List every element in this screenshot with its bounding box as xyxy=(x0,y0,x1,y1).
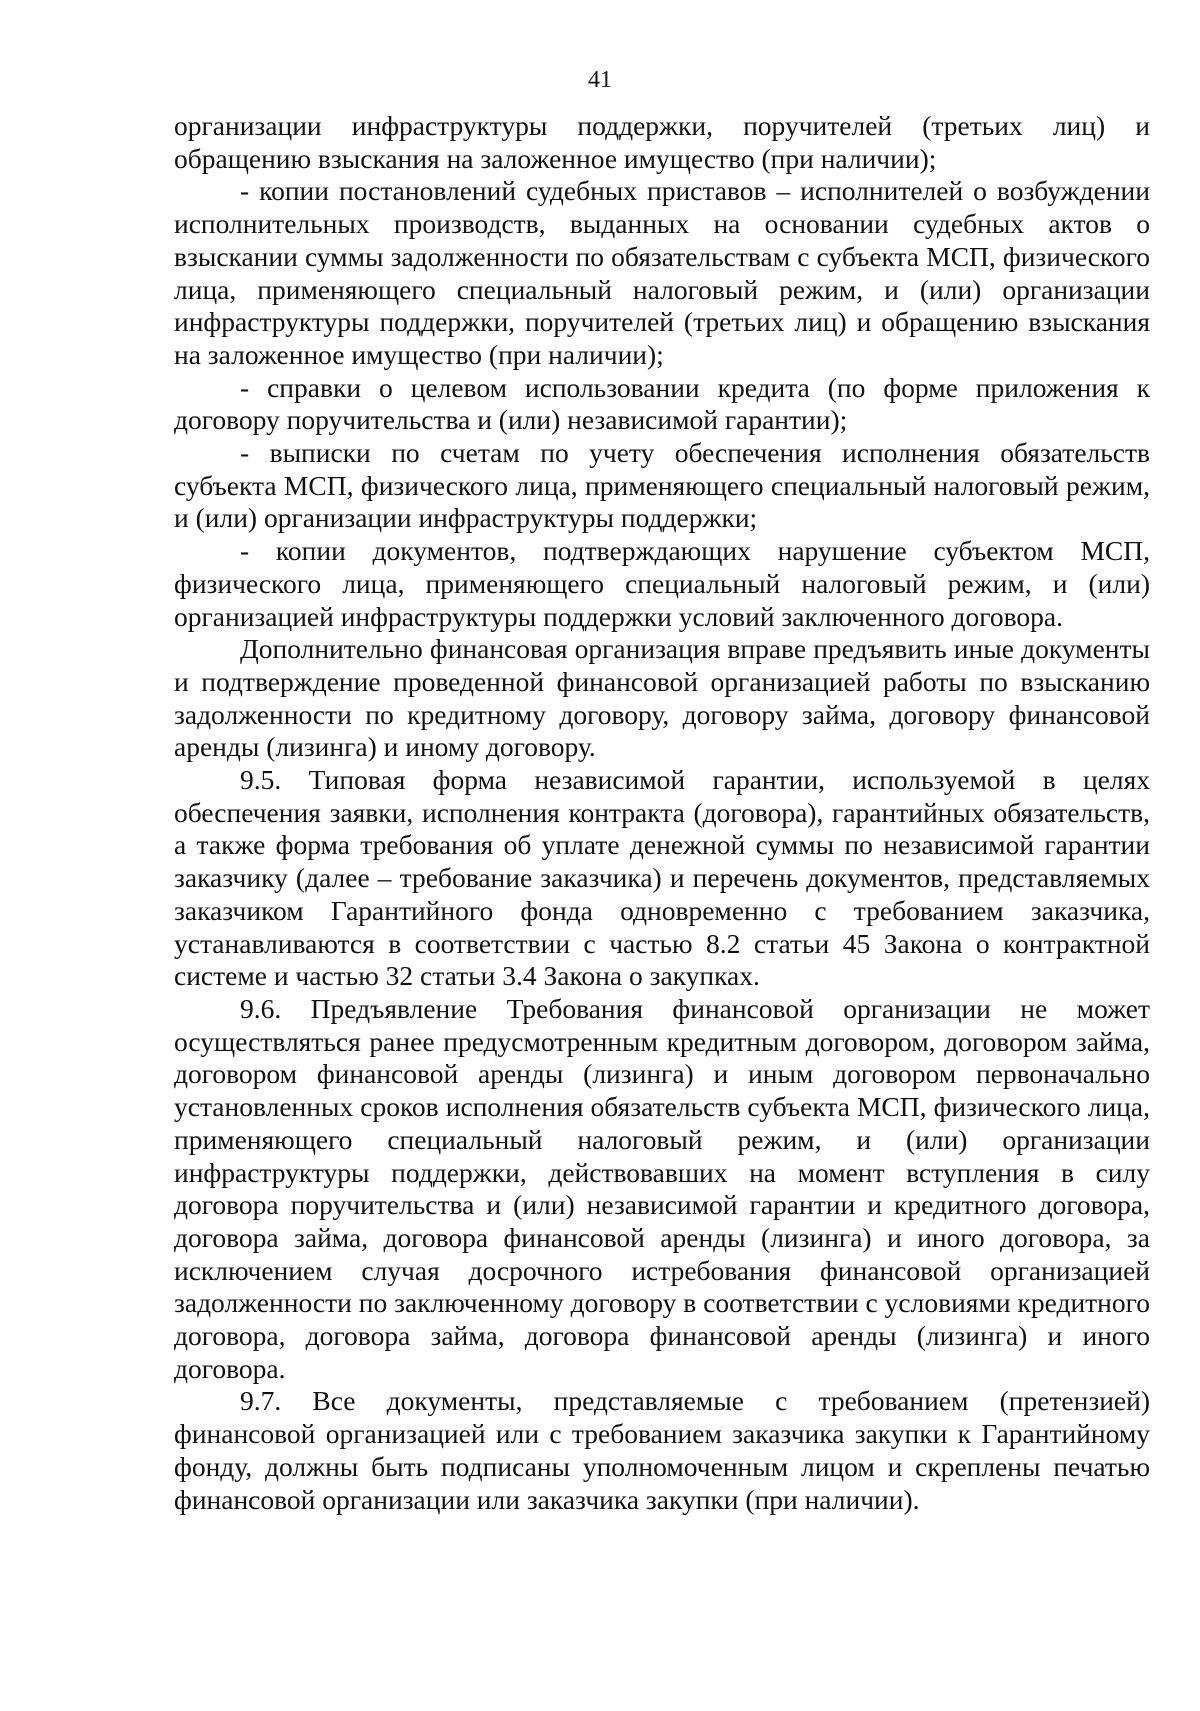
paragraph-account-statements: - выписки по счетам по учету обеспечения исполнения обязательств субъекта МСП, физического лица, применяющего специальный налоговый режим, и (или) организации инфраструктуры поддержки; xyxy=(174,437,1150,534)
paragraph-credit-use-certificates: - справки о целевом использовании кредита (по форме приложения к договору поручительства и (или) независимой гарантии); xyxy=(174,371,1150,436)
paragraph-continuation: организации инфраструктуры поддержки, поручителей (третьих лиц) и обращению взыскания на заложенное имущество (при наличии); xyxy=(174,110,1150,174)
paragraph-additional-documents: Дополнительно финансовая организация вправе предъявить иные документы и подтверждение проведенной финансовой организацией работы по взысканию задолженности по кредитному договору, договору займа, договору финансовой аренды (лизинга) и иному договору. xyxy=(174,633,1150,763)
clause-9-6: 9.6. Предъявление Требования финансовой организации не может осуществляться ранее предусмотренным кредитным договором, договором займа, договором финансовой аренды (лизинга) и иным договором первоначально установленных сроков исполнения обязательств субъекта МСП, физического лица, применяющего специальный налоговый режим, и (или) организации инфраструктуры поддержки, действовавших на момент вступления в силу договора поручительства и (или) независимой гарантии и кредитного договора, договора займа, договора финансовой аренды (лизинга) и иного договора, за исключением случая досрочного истребования финансовой организацией задолженности по заключенному договору в соответствии с условиями кредитного договора, договора займа, договора финансовой аренды (лизинга) и иного договора. xyxy=(174,992,1150,1384)
clause-9-5: 9.5. Типовая форма независимой гарантии, используемой в целях обеспечения заявки, исполнения контракта (договора), гарантийных обязательств, а также форма требования об уплате денежной суммы по независимой гарантии заказчику (далее – требование заказчика) и перечень документов, представляемых заказчиком Гарантийного фонда одновременно с требованием заказчика, устанавливаются в соответствии с частью 8.2 статьи 45 Закона о контрактной системе и частью 32 статьи 3.4 Закона о закупках. xyxy=(174,764,1150,992)
paragraph-violation-documents: - копии документов, подтверждающих нарушение субъектом МСП, физического лица, применяющего специальный налоговый режим, и (или) организацией инфраструктуры поддержки условий заключенного договора. xyxy=(174,535,1150,632)
page-number: 41 xyxy=(588,67,612,93)
document-body xyxy=(174,110,1150,1516)
paragraph-bailiff-orders: - копии постановлений судебных приставов – исполнителей о возбуждении исполнительных производств, выданных на основании судебных актов о взыскании суммы задолженности по обязательствам с субъекта МСП, физического лица, применяющего специальный налоговый режим, и (или) организации инфраструктуры поддержки, поручителей (третьих лиц) и обращению взыскания на заложенное имущество (при наличии); xyxy=(174,175,1150,370)
clause-9-7: 9.7. Все документы, представляемые с требованием (претензией) финансовой организацией или с требованием заказчика закупки к Гарантийному фонду, должны быть подписаны уполномоченным лицом и скреплены печатью финансовой организации или заказчика закупки (при наличии). xyxy=(174,1385,1150,1515)
